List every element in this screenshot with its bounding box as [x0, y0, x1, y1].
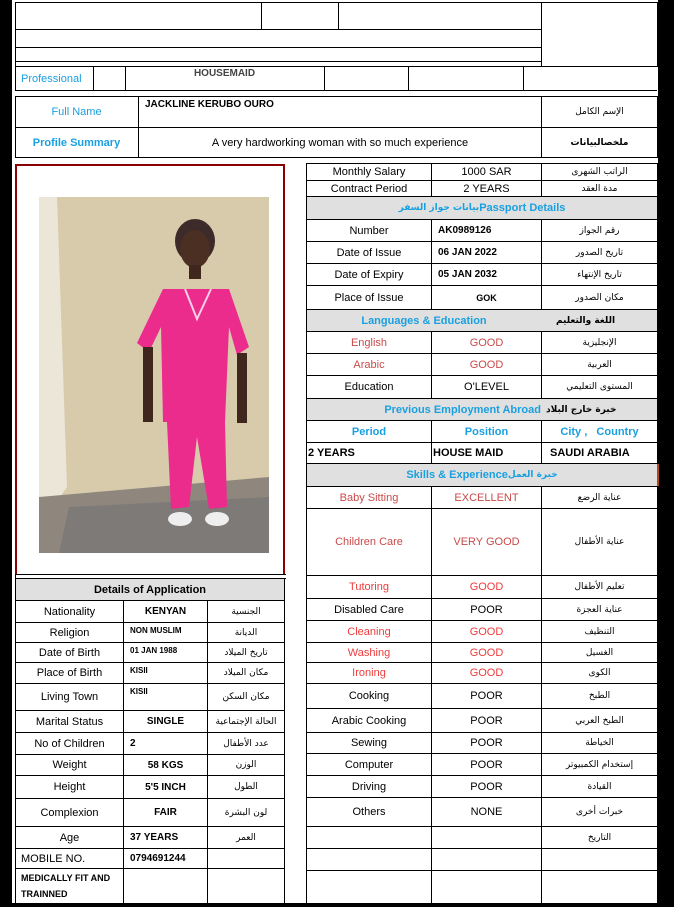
application-value: 58 KGS	[147, 759, 184, 771]
passport-section-header	[307, 197, 657, 219]
grid-line	[207, 600, 208, 903]
skill-label: Children Care	[335, 536, 403, 548]
skill-ar: خبرات أخرى	[575, 807, 624, 817]
application-value: NON MUSLIM	[130, 626, 182, 635]
skill-label: Sewing	[350, 737, 388, 749]
application-value: 2	[130, 738, 136, 749]
skill-ar: إستخدام الكمبيوتر	[565, 759, 634, 770]
skill-label: Arabic Cooking	[331, 714, 407, 727]
section-accent	[657, 464, 659, 486]
employment-location: SAUDI ARABIA	[550, 447, 630, 459]
language-label: Arabic	[353, 358, 385, 371]
application-ar: الحالة الإجتماعية	[215, 716, 277, 727]
language-value: GOOD	[469, 336, 504, 349]
application-label: Living Town	[40, 691, 99, 703]
skill-label: Ironing	[352, 667, 386, 679]
application-label: Place of Birth	[36, 667, 103, 679]
application-label: Marital Status	[35, 715, 104, 728]
language-value: O'LEVEL	[464, 381, 509, 393]
skill-value	[432, 827, 541, 848]
grid-line	[123, 600, 124, 903]
employment-position: HOUSE MAID	[433, 447, 504, 459]
skill-label: Driving	[351, 780, 387, 793]
skill-value: NONE	[470, 806, 503, 818]
medical-line-2: TRAINNED	[21, 889, 68, 899]
grid-line	[306, 848, 657, 849]
skill-label: Cooking	[348, 690, 390, 702]
skill-ar: الطبخ العربي	[575, 715, 624, 726]
application-label: MOBILE NO.	[21, 852, 86, 865]
skill-value: GOOD	[469, 667, 504, 679]
grid-line	[306, 870, 657, 871]
application-value: SINGLE	[146, 716, 185, 727]
skill-label: Computer	[344, 758, 394, 771]
skill-value: POOR	[470, 690, 503, 702]
profession-value: HOUSEMAID	[193, 67, 256, 79]
skill-label: Washing	[347, 646, 391, 659]
application-label: Religion	[49, 626, 90, 639]
contract-ar: الراتب الشهرى	[571, 167, 628, 177]
application-ar: مكان السكن	[222, 692, 270, 702]
candidate-photo	[39, 197, 269, 553]
application-ar: تاريخ الميلاد	[224, 647, 268, 658]
languages-title: Languages & Education	[361, 314, 487, 327]
contract-label: Monthly Salary	[332, 166, 406, 178]
application-value: KENYAN	[144, 606, 187, 617]
skill-ar: عناية الأطفال	[574, 537, 625, 547]
grid-line	[431, 331, 432, 398]
contract-label: Contract Period	[330, 182, 408, 195]
passport-value: GOK	[476, 292, 497, 303]
cv-page	[12, 0, 658, 903]
grid-line	[15, 868, 284, 869]
grid-line	[431, 486, 432, 903]
skill-ar: الطبخ	[588, 691, 611, 701]
application-ar: الجنسية	[231, 606, 261, 617]
grid-line	[431, 420, 432, 463]
profile-summary-value: A very hardworking woman with so much experience	[211, 136, 469, 149]
language-label: Education	[344, 381, 394, 393]
skill-value: POOR	[470, 758, 503, 771]
application-label: Complexion	[40, 806, 99, 819]
application-ar: الوزن	[235, 760, 257, 770]
passport-ar: تاريخ الصدور	[575, 247, 624, 258]
skill-value: POOR	[470, 737, 503, 749]
passport-ar: تاريخ الإنتهاء	[577, 269, 622, 280]
contract-value: 2 YEARS	[463, 182, 510, 195]
passport-label: Date of Expiry	[334, 268, 404, 281]
skill-value: POOR	[470, 780, 503, 793]
skill-label: Tutoring	[349, 581, 389, 593]
language-ar: العربية	[587, 359, 612, 370]
language-label: English	[350, 336, 388, 349]
application-value: 5'5 INCH	[145, 781, 186, 793]
employment-header-location: City , Country	[560, 425, 639, 438]
application-value: KISII	[130, 687, 148, 696]
application-ar	[208, 849, 284, 868]
skill-label: Cleaning	[347, 625, 391, 638]
skill-label: Baby Sitting	[339, 491, 399, 504]
skill-value: GOOD	[469, 646, 504, 659]
skill-ar: تعليم الأطفال	[574, 582, 625, 592]
application-ar: الديانة	[234, 627, 258, 638]
application-value: 01 JAN 1988	[130, 646, 178, 655]
application-value: KISII	[130, 666, 148, 675]
employment-header-position: Position	[464, 425, 509, 438]
skill-value: GOOD	[469, 581, 504, 593]
grid-line	[657, 163, 658, 903]
application-value: 37 YEARS	[130, 832, 179, 843]
languages-title-ar: اللغة والتعليم	[556, 315, 616, 326]
full-name-label: Full Name	[51, 106, 102, 118]
application-label: Weight	[52, 759, 87, 771]
profile-summary-label: Profile Summary	[32, 136, 121, 149]
passport-label: Place of Issue	[334, 291, 404, 304]
passport-value: AK0989126	[438, 225, 492, 236]
skill-ar: عناية الرضع	[577, 492, 622, 503]
skill-ar: الكوى	[588, 668, 611, 678]
employment-header-period: Period	[351, 425, 387, 438]
professional-label: Professional	[21, 73, 82, 85]
skill-label	[307, 827, 431, 848]
grid-line	[306, 903, 657, 904]
language-value: GOOD	[469, 358, 504, 371]
grid-line	[541, 420, 542, 463]
passport-ar: رقم الجواز	[579, 225, 620, 236]
skill-label: Others	[352, 806, 386, 818]
passport-label: Number	[349, 224, 389, 237]
profile-summary-ar: ملخصالبيانات	[570, 137, 629, 148]
skill-value: EXCELLENT	[454, 491, 519, 504]
skill-value: POOR	[470, 714, 503, 727]
grid-line	[541, 163, 542, 196]
skill-ar: عناية العجزة	[576, 604, 623, 615]
passport-title-ar: بيانات جواز السفر	[398, 203, 480, 213]
skill-ar: التاريخ	[587, 832, 612, 843]
skills-title-ar: خبرة العمل	[507, 470, 558, 480]
application-value: 0794691244	[130, 853, 186, 864]
medical-line-1: MEDICALLY FIT AND	[21, 873, 111, 883]
passport-value: 06 JAN 2022	[438, 247, 497, 258]
grid-line	[541, 486, 542, 903]
passport-value: 05 JAN 2032	[438, 269, 497, 280]
application-value: FAIR	[154, 807, 177, 818]
skill-value: VERY GOOD	[453, 536, 520, 548]
employment-title-ar: خبرة خارج البلاد	[546, 404, 617, 415]
passport-ar: مكان الصدور	[575, 292, 624, 303]
grid-line	[541, 219, 542, 309]
skill-ar: التنظيف	[584, 626, 615, 637]
application-title: Details of Application	[93, 583, 207, 596]
grid-line	[431, 219, 432, 309]
skill-label: Disabled Care	[334, 603, 404, 616]
language-ar: المستوى التعليمي	[566, 382, 633, 392]
grid-line	[541, 331, 542, 398]
application-label: No of Children	[34, 737, 105, 750]
employment-title: Previous Employment Abroad	[384, 403, 541, 416]
grid-line	[431, 163, 432, 196]
application-label: Height	[53, 781, 86, 793]
application-label: Age	[59, 831, 80, 844]
passport-title: Passport Details	[479, 202, 566, 214]
application-label: Date of Birth	[38, 646, 101, 659]
skill-ar: الخياطة	[585, 738, 614, 748]
application-ar: العمر	[236, 832, 256, 843]
application-ar: عدد الأطفال	[223, 738, 269, 749]
skills-title: Skills & Experience	[406, 469, 508, 481]
passport-label: Date of Issue	[336, 246, 402, 259]
language-ar: الإنجليزية	[582, 337, 617, 348]
application-ar: الطول	[234, 782, 258, 792]
full-name-value: JACKLINE KERUBO OURO	[145, 99, 274, 110]
skills-section-header	[307, 464, 657, 486]
skill-ar: القيادة	[587, 781, 612, 792]
application-ar: لون البشرة	[224, 807, 268, 818]
skill-value: GOOD	[469, 625, 504, 638]
contract-value: 1000 SAR	[461, 166, 512, 178]
skill-value: POOR	[470, 603, 503, 616]
application-ar: مكان الميلاد	[223, 668, 269, 678]
contract-ar: مدة العقد	[581, 183, 618, 194]
employment-period: 2 YEARS	[308, 447, 355, 459]
skill-ar: الغسيل	[585, 647, 614, 658]
full-name-ar: الإسم الكامل	[575, 107, 624, 117]
application-label: Nationality	[43, 605, 96, 618]
